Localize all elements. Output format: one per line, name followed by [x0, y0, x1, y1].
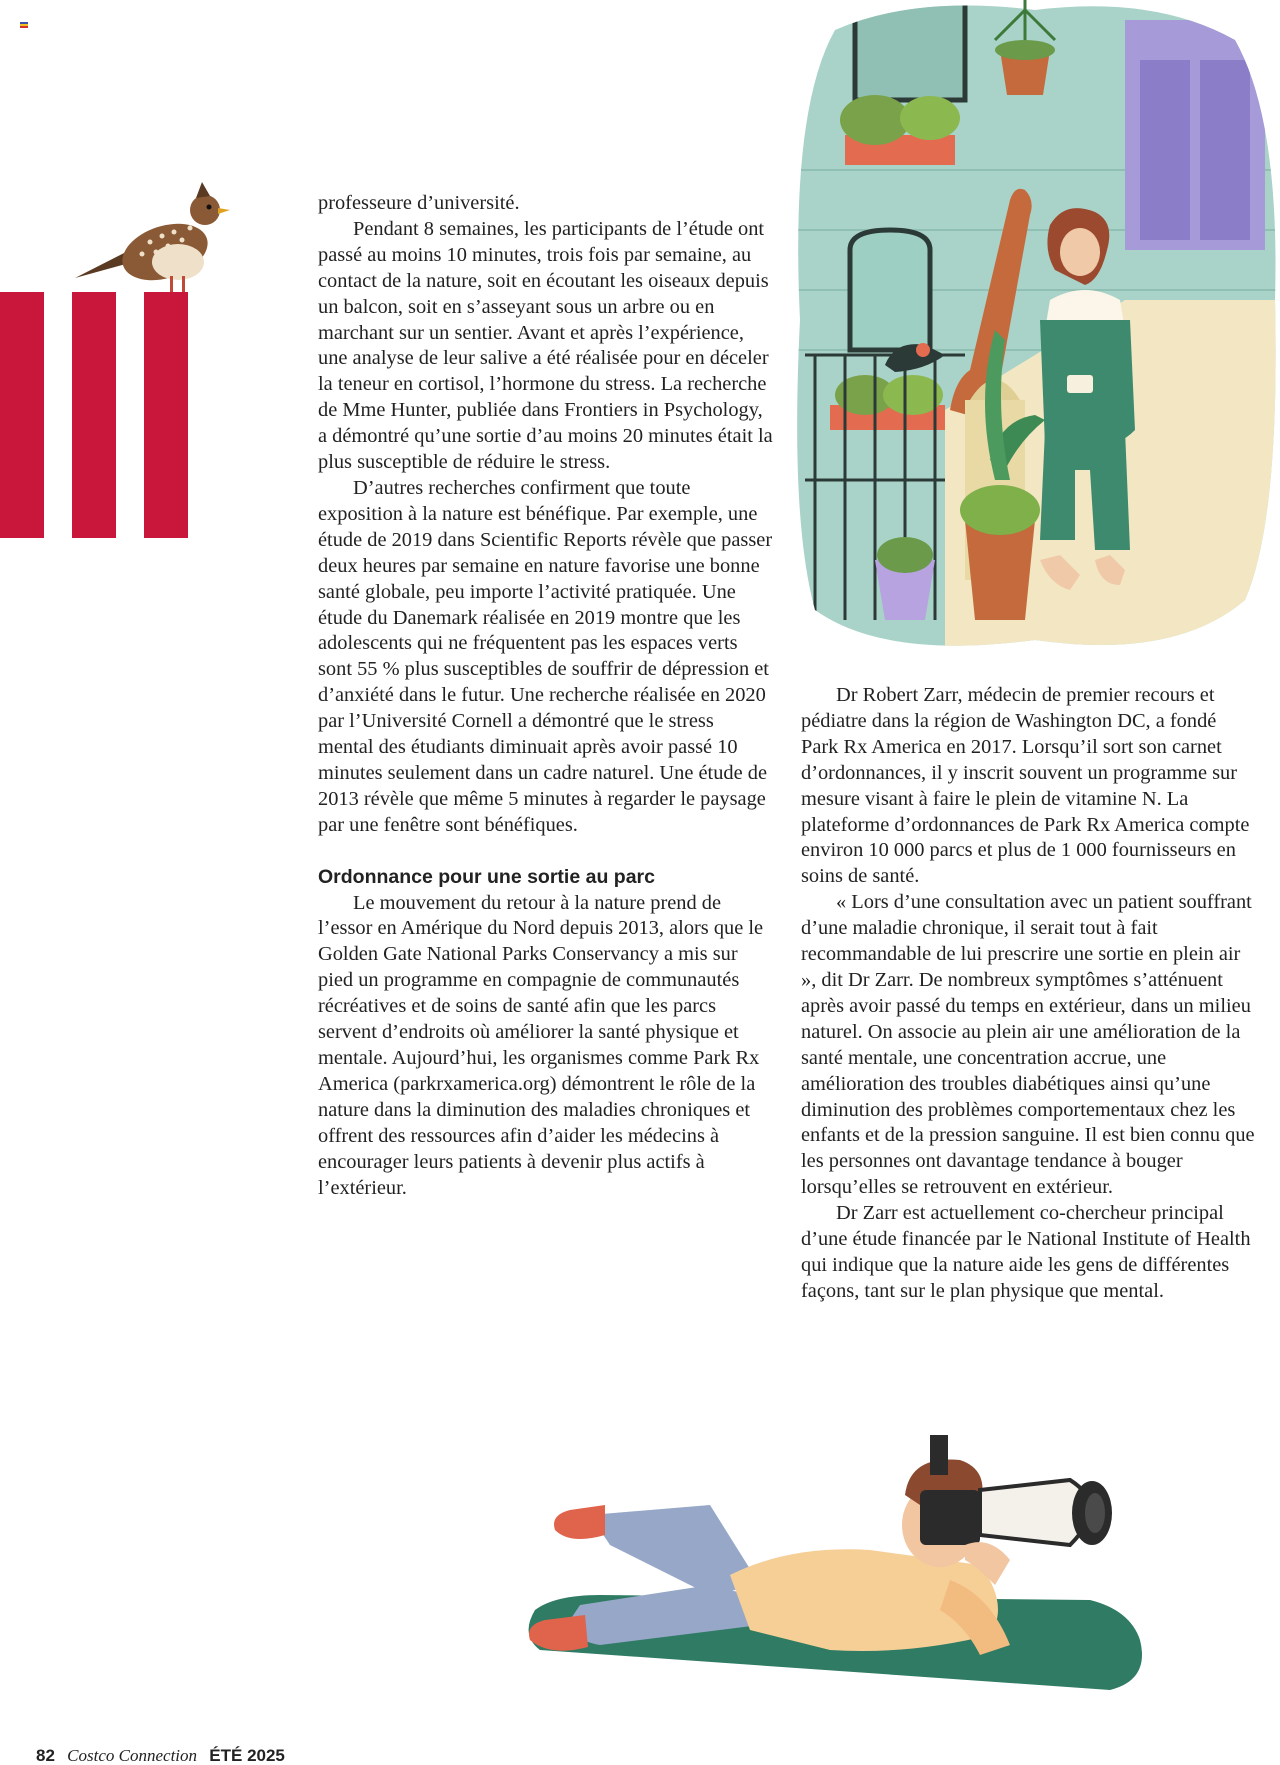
paragraph: professeure d’université.: [318, 192, 520, 214]
magazine-name: Costco Connection: [67, 1746, 198, 1765]
page-number: 82: [36, 1746, 55, 1765]
paragraph: D’autres recherches confirment que toute exposition à la nature est bénéfique. Par exemple, une étude de 2019 dans Scientific Reports révèle que passer deux heures par semaine en nature favorise une bonne santé globale, peu importe l’activité pratiquée. Une étude du Danemark réalisée en 2019 montre que les adolescents qui ne fréquentent pas les espaces verts sont 55 % plus susceptibles de souffrir de dépression et d’anxiété dans le futur. Une recherche réalisée en 2020 par l’Université Cornell a démontré que le stress mental des étudiants diminuait après avoir passé 10 minutes seulement dans un cadre naturel. Une étude de 2013 révèle que même 5 minutes à regarder le paysage par une fenêtre sont bénéfiques.: [318, 476, 773, 836]
flag-icon: [20, 22, 28, 28]
woman-on-stairs-illustration: [795, 0, 1280, 660]
paragraph: Dr Zarr est actuellement co-chercheur principal d’une étude financée par le National Institute of Health qui indique que la nature aide les gens de différentes façons, tant sur le plan physique que mental.: [801, 1202, 1251, 1302]
paragraph: Dr Robert Zarr, médecin de premier recours et pédiatre dans la région de Washington DC, a fondé Park Rx America en 2017. Lorsqu’il sort son carnet d’ordonnances, il y inscrit souvent un programme sur mesure visant à faire le plein de vitamine N. La plateforme d’ordonnances de Park Rx America compte environ 10 000 parcs et plus de 1 000 fournisseurs en soins de santé.: [801, 684, 1250, 888]
paragraph: Le mouvement du retour à la nature prend de l’essor en Amérique du Nord depuis 2013, alors que le Golden Gate National Parks Conservancy a mis sur pied un programme en compagnie de communautés récréatives et de soins de santé afin que les parcs servent d’endroits où améliorer la santé physique et mentale. Aujourd’hui, les organismes comme Park Rx America (parkrxamerica.org) démontrent le rôle de la nature dans la diminution des maladies chroniques et offrent des ressources afin d’aider les médecins à encourager leurs patients à devenir plus actifs à l’extérieur.: [318, 891, 764, 1199]
perched-lark-icon: [70, 180, 230, 300]
page-footer: [36, 1746, 285, 1765]
paragraph: « Lors d’une consultation avec un patient souffrant d’une maladie chronique, il serait tout à fait recommandable de lui prescrire une sortie en plein air », dit Dr Zarr. De nombreux symptômes s’atténuent après avoir passé du temps en extérieur, dans un milieu naturel. On associe au plein air une amélioration de la santé mentale, une concentration accrue, une amélioration des troubles diabétiques ainsi qu’une diminution des problèmes comportementaux chez les enfants et de la pression sanguine. Il est bien connu que les personnes ont davantage tendance à bouger lorsqu’elles se retrouvent en extérieur.: [801, 891, 1255, 1199]
article-left-column: [318, 191, 773, 1201]
article-right-column: [801, 683, 1256, 1305]
section-subheading: Ordonnance pour une sortie au parc: [318, 865, 655, 888]
issue-label: ÉTÉ 2025: [209, 1746, 285, 1765]
photographer-illustration: [510, 1435, 1210, 1730]
paragraph: Pendant 8 semaines, les participants de l’étude ont passé au moins 10 minutes, trois fois par semaine, au contact de la nature, soit en écoutant les oiseaux depuis un balcon, soit en s’asseyant sous un arbre ou en marchant sur un sentier. Avant et après l’expérience, une analyse de leur salive a été réalisée pour en déceler la teneur en cortisol, l’hormone du stress. La recherche de Mme Hunter, publiée dans Frontiers in Psychology, a démontré qu’une sortie d’au moins 20 minutes était la plus susceptible de réduire le stress.: [318, 217, 773, 474]
